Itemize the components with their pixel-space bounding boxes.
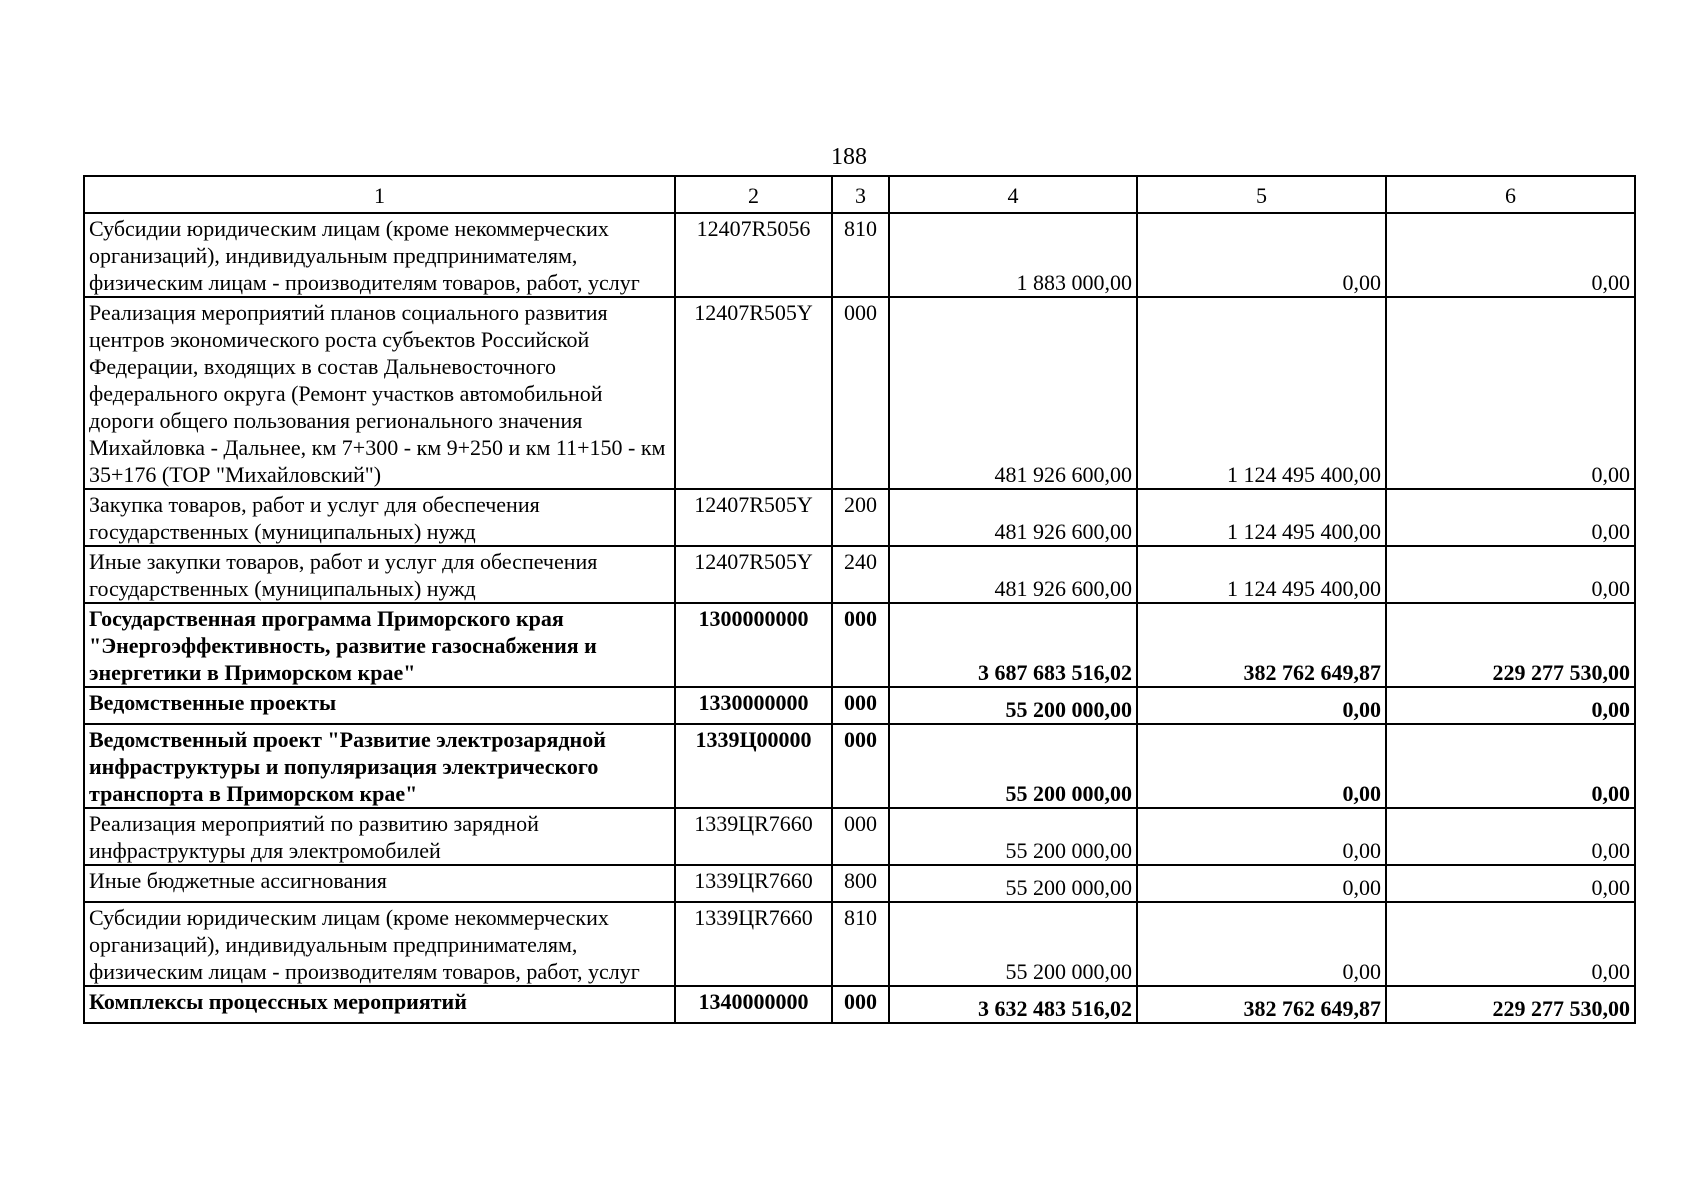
row-amount-4: 481 926 600,00: [889, 489, 1137, 546]
row-code: 1339Ц00000: [675, 724, 832, 808]
row-code: 1339ЦR7660: [675, 902, 832, 986]
row-amount-5: 0,00: [1137, 724, 1386, 808]
row-code: 12407R505Y: [675, 297, 832, 489]
header-cell-4: 4: [889, 176, 1137, 213]
row-expense-type: 200: [832, 489, 889, 546]
row-name: Комплексы процессных мероприятий: [84, 986, 675, 1023]
table-row: [84, 546, 1635, 603]
row-code: 1339ЦR7660: [675, 808, 832, 865]
table-row: [84, 808, 1635, 865]
row-name: Субсидии юридическим лицам (кроме некоммерческих организаций), индивидуальным предпринимателям, физическим лицам - производителям товаров, работ, услуг: [84, 213, 675, 297]
row-expense-type: 240: [832, 546, 889, 603]
row-amount-4: 55 200 000,00: [889, 902, 1137, 986]
row-amount-6: 0,00: [1386, 297, 1635, 489]
row-expense-type: 000: [832, 687, 889, 724]
row-code: 12407R505Y: [675, 546, 832, 603]
row-name: Ведомственные проекты: [84, 687, 675, 724]
table-row: [84, 603, 1635, 687]
row-name: Реализация мероприятий по развитию зарядной инфраструктуры для электромобилей: [84, 808, 675, 865]
row-code: 12407R5056: [675, 213, 832, 297]
row-name: Субсидии юридическим лицам (кроме некоммерческих организаций), индивидуальным предпринимателям, физическим лицам - производителям товаров, работ, услуг: [84, 902, 675, 986]
header-cell-3: 3: [832, 176, 889, 213]
row-amount-4: 55 200 000,00: [889, 865, 1137, 902]
row-amount-5: 0,00: [1137, 865, 1386, 902]
row-expense-type: 810: [832, 213, 889, 297]
page-number: 188: [831, 144, 867, 170]
row-expense-type: 000: [832, 297, 889, 489]
table-row: [84, 724, 1635, 808]
row-amount-5: 0,00: [1137, 213, 1386, 297]
row-expense-type: 000: [832, 986, 889, 1023]
row-expense-type: 000: [832, 808, 889, 865]
table-row: [84, 986, 1635, 1023]
row-name: Реализация мероприятий планов социального развития центров экономического роста субъектов Российской Федерации, входящих в состав Дальневосточного федерального округа (Ремонт участков автомобильной дороги общего пользования регионального значения Михайловка - Дальнее, км 7+300 - км 9+250 и км 11+150 - км 35+176 (ТОР "Михайловский"): [84, 297, 675, 489]
row-name: Ведомственный проект "Развитие электрозарядной инфраструктуры и популяризация электрического транспорта в Приморском крае": [84, 724, 675, 808]
row-amount-6: 0,00: [1386, 865, 1635, 902]
row-code: 1340000000: [675, 986, 832, 1023]
row-name: Иные бюджетные ассигнования: [84, 865, 675, 902]
header-cell-2: 2: [675, 176, 832, 213]
row-expense-type: 800: [832, 865, 889, 902]
budget-table: [83, 175, 1636, 1024]
row-amount-5: 382 762 649,87: [1137, 603, 1386, 687]
row-amount-4: 3 687 683 516,02: [889, 603, 1137, 687]
row-code: 1330000000: [675, 687, 832, 724]
row-code: 1300000000: [675, 603, 832, 687]
row-amount-6: 0,00: [1386, 687, 1635, 724]
row-amount-5: 1 124 495 400,00: [1137, 546, 1386, 603]
row-amount-4: 55 200 000,00: [889, 687, 1137, 724]
row-expense-type: 000: [832, 603, 889, 687]
row-amount-4: 1 883 000,00: [889, 213, 1137, 297]
row-code: 1339ЦR7660: [675, 865, 832, 902]
header-row: [84, 176, 1635, 213]
header-cell-6: 6: [1386, 176, 1635, 213]
row-amount-6: 0,00: [1386, 902, 1635, 986]
row-name: Иные закупки товаров, работ и услуг для обеспечения государственных (муниципальных) нужд: [84, 546, 675, 603]
row-amount-6: 0,00: [1386, 213, 1635, 297]
row-amount-4: 3 632 483 516,02: [889, 986, 1137, 1023]
row-amount-5: 0,00: [1137, 808, 1386, 865]
row-amount-6: 229 277 530,00: [1386, 603, 1635, 687]
row-amount-4: 55 200 000,00: [889, 724, 1137, 808]
table-row: [84, 297, 1635, 489]
row-amount-5: 0,00: [1137, 687, 1386, 724]
table-row: [84, 213, 1635, 297]
header-cell-5: 5: [1137, 176, 1386, 213]
table-row: [84, 489, 1635, 546]
row-amount-6: 0,00: [1386, 489, 1635, 546]
row-amount-5: 382 762 649,87: [1137, 986, 1386, 1023]
header-cell-1: 1: [84, 176, 675, 213]
table-row: [84, 865, 1635, 902]
row-amount-5: 1 124 495 400,00: [1137, 489, 1386, 546]
row-amount-4: 55 200 000,00: [889, 808, 1137, 865]
row-amount-4: 481 926 600,00: [889, 297, 1137, 489]
row-amount-6: 229 277 530,00: [1386, 986, 1635, 1023]
row-name: Закупка товаров, работ и услуг для обеспечения государственных (муниципальных) нужд: [84, 489, 675, 546]
row-amount-5: 0,00: [1137, 902, 1386, 986]
row-code: 12407R505Y: [675, 489, 832, 546]
row-amount-6: 0,00: [1386, 724, 1635, 808]
row-expense-type: 810: [832, 902, 889, 986]
row-amount-4: 481 926 600,00: [889, 546, 1137, 603]
row-name: Государственная программа Приморского края "Энергоэффективность, развитие газоснабжения и энергетики в Приморском крае": [84, 603, 675, 687]
row-amount-6: 0,00: [1386, 808, 1635, 865]
table-row: [84, 902, 1635, 986]
row-amount-6: 0,00: [1386, 546, 1635, 603]
row-amount-5: 1 124 495 400,00: [1137, 297, 1386, 489]
table-row: [84, 687, 1635, 724]
row-expense-type: 000: [832, 724, 889, 808]
